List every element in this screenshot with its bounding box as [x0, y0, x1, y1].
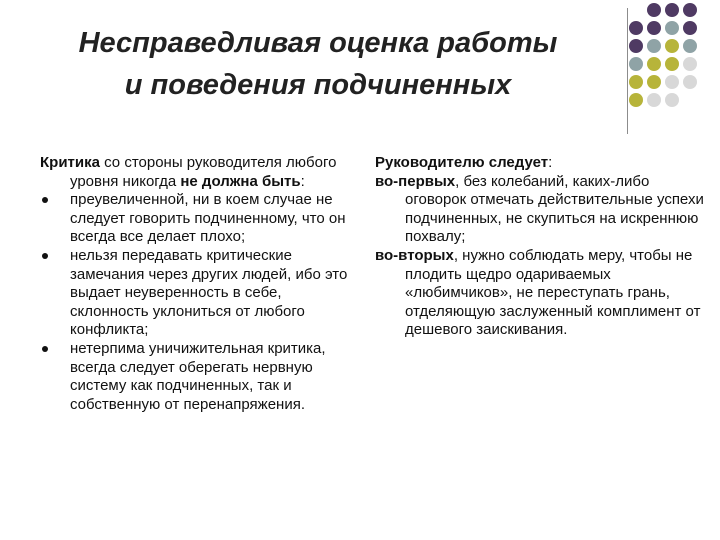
bullet-icon	[42, 197, 48, 203]
decorative-dot	[647, 93, 661, 107]
decorative-dot	[683, 3, 697, 17]
list-item-text: преувеличенной, ни в коем случае не следует говорить подчиненному, что он всегда все делает плохо;	[70, 191, 346, 246]
point-second	[375, 247, 710, 340]
list-item-text: нельзя передавать критические замечания через других людей, ибо это выдает неуверенность в себе, склонность уклониться от любого конфликта;	[70, 246, 348, 339]
decorative-dot	[665, 75, 679, 89]
list-item-text: нетерпима уничижительная критика, всегда следует оберегать нервную систему как подчиненных, так и собственную от перенапряжения.	[70, 339, 326, 413]
decorative-dot	[665, 21, 679, 35]
decorative-dot	[629, 21, 643, 35]
list-item	[40, 191, 352, 247]
bullet-icon	[42, 346, 48, 352]
decorative-dot	[647, 39, 661, 53]
decorative-dot	[683, 39, 697, 53]
point-first-lead: во-первых	[375, 172, 456, 190]
criticism-tail: :	[300, 172, 305, 190]
manager-heading-tail: :	[548, 154, 553, 171]
title-line-1: Несправедливая оценка работы	[78, 27, 558, 59]
decorative-dot	[665, 93, 679, 107]
left-column	[40, 154, 352, 414]
point-second-lead: во-вторых	[375, 246, 454, 264]
decorative-dot	[629, 57, 643, 71]
point-second-text: , нужно соблюдать меру, чтобы не плодить щедро одариваемых «любимчиков», не переступать грань, отделяющую заслуженный комплимент от дешевого заискивания.	[405, 246, 701, 339]
divider-line	[627, 8, 628, 134]
manager-heading	[375, 154, 710, 173]
point-first-text: , без колебаний, каких-либо оговорок отмечать действительные успехи подчиненных, не скупиться на искреннюю похвалу;	[405, 172, 704, 246]
decorative-dot	[647, 3, 661, 17]
point-first	[375, 173, 710, 247]
criticism-emphasis: не должна быть	[180, 172, 301, 190]
slide-title	[18, 22, 618, 106]
criticism-intro	[40, 154, 352, 191]
decorative-dot	[665, 3, 679, 17]
criticism-text: со стороны руководителя любого уровня никогда	[70, 154, 337, 190]
list-item	[40, 340, 352, 414]
criticism-lead: Критика	[40, 154, 100, 171]
list-item	[40, 247, 352, 340]
decorative-dot	[647, 57, 661, 71]
right-column	[375, 154, 710, 340]
decorative-dot	[665, 39, 679, 53]
manager-heading-bold: Руководителю следует	[375, 154, 549, 171]
decorative-dot	[629, 93, 643, 107]
decorative-dot	[665, 57, 679, 71]
decorative-dot	[647, 21, 661, 35]
decorative-dot	[683, 21, 697, 35]
decorative-dot	[629, 39, 643, 53]
decorative-dot	[683, 75, 697, 89]
title-line-2: и поведения подчиненных	[124, 69, 512, 101]
decorative-dot	[629, 75, 643, 89]
bullet-icon	[42, 253, 48, 259]
decorative-dot	[683, 57, 697, 71]
decorative-dot	[647, 75, 661, 89]
